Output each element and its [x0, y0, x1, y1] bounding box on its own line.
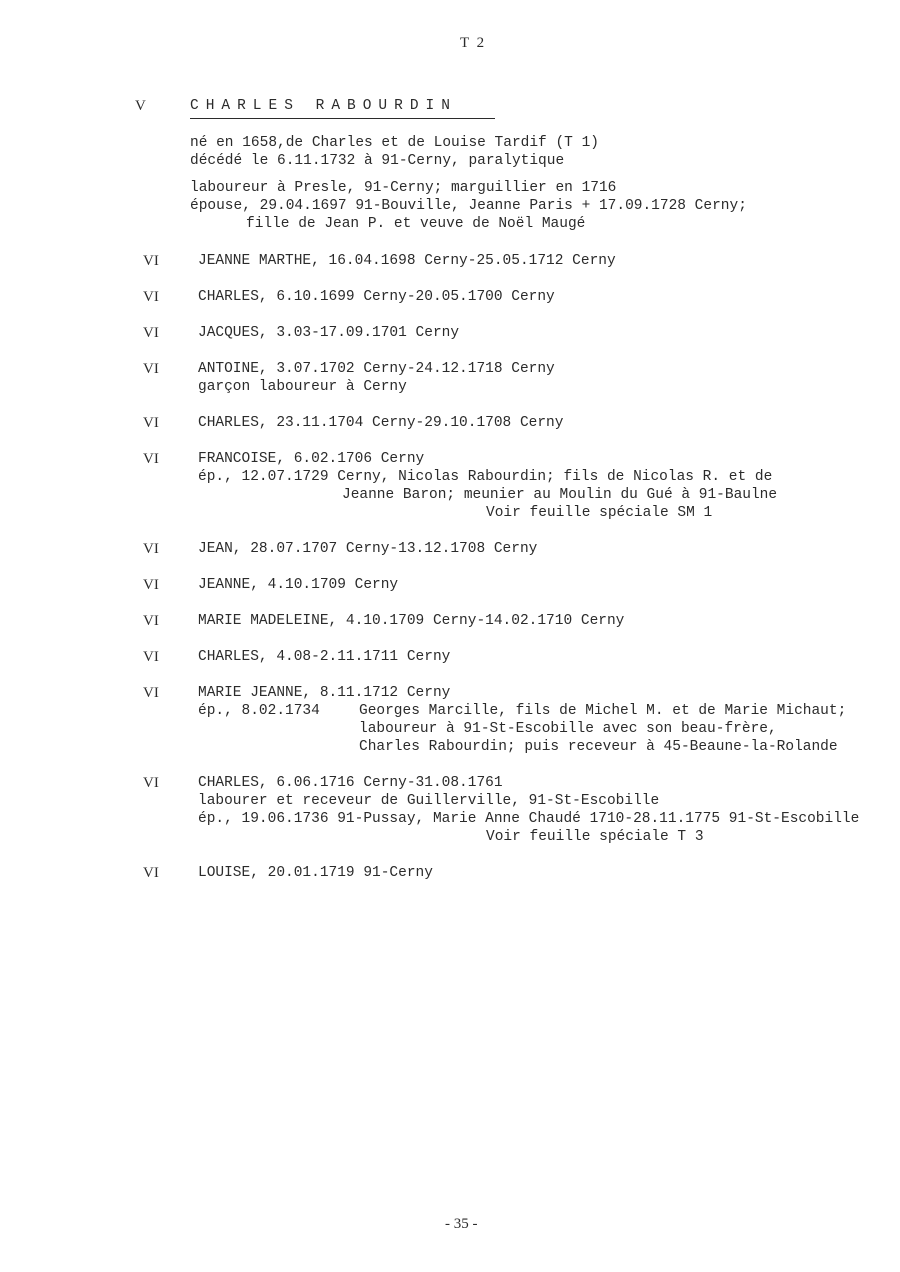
- child-generation: VI: [143, 649, 159, 665]
- head-name: CHARLES RABOURDIN: [190, 98, 457, 114]
- child-line: CHARLES, 6.10.1699 Cerny-20.05.1700 Cerny: [198, 289, 555, 305]
- head-generation: V: [135, 98, 146, 114]
- child-generation: VI: [143, 415, 159, 431]
- bio-line: épouse, 29.04.1697 91-Bouville, Jeanne Paris + 17.09.1728 Cerny;: [190, 198, 747, 214]
- child-line: ép., 19.06.1736 91-Pussay, Marie Anne Chaudé 1710-28.11.1775 91-St-Escobille: [198, 811, 860, 827]
- child-generation: VI: [143, 325, 159, 341]
- child-line: Jeanne Baron; meunier au Moulin du Gué à 91-Baulne: [342, 487, 778, 503]
- child-generation: VI: [143, 685, 159, 701]
- child-generation: VI: [143, 253, 159, 269]
- child-line: JACQUES, 3.03-17.09.1701 Cerny: [198, 325, 460, 341]
- child-line: garçon laboureur à Cerny: [198, 379, 407, 395]
- child-line: Voir feuille spéciale T 3: [486, 829, 704, 845]
- child-generation: VI: [143, 775, 159, 791]
- child-line: JEAN, 28.07.1707 Cerny-13.12.1708 Cerny: [198, 541, 538, 557]
- child-generation: VI: [143, 613, 159, 629]
- head-underline: [190, 118, 495, 119]
- child-generation: VI: [143, 577, 159, 593]
- child-line: Voir feuille spéciale SM 1: [486, 505, 713, 521]
- child-line: ép., 8.02.1734: [198, 703, 320, 719]
- child-line: LOUISE, 20.01.1719 91-Cerny: [198, 865, 433, 881]
- child-line: ép., 12.07.1729 Cerny, Nicolas Rabourdin; fils de Nicolas R. et de: [198, 469, 773, 485]
- child-line: Georges Marcille, fils de Michel M. et de Marie Michaut;: [359, 703, 847, 719]
- page-id: T 2: [460, 35, 487, 51]
- child-line: MARIE MADELEINE, 4.10.1709 Cerny-14.02.1710 Cerny: [198, 613, 625, 629]
- child-generation: VI: [143, 289, 159, 305]
- child-line: JEANNE MARTHE, 16.04.1698 Cerny-25.05.1712 Cerny: [198, 253, 616, 269]
- child-line: laboureur à 91-St-Escobille avec son beau-frère,: [359, 721, 777, 737]
- bio-line: décédé le 6.11.1732 à 91-Cerny, paralytique: [190, 153, 565, 169]
- page-number: - 35 -: [445, 1216, 478, 1232]
- child-generation: VI: [143, 865, 159, 881]
- child-line: CHARLES, 6.06.1716 Cerny-31.08.1761: [198, 775, 503, 791]
- child-generation: VI: [143, 451, 159, 467]
- child-line: JEANNE, 4.10.1709 Cerny: [198, 577, 399, 593]
- child-line: CHARLES, 23.11.1704 Cerny-29.10.1708 Cerny: [198, 415, 564, 431]
- child-line: CHARLES, 4.08-2.11.1711 Cerny: [198, 649, 451, 665]
- child-line: MARIE JEANNE, 8.11.1712 Cerny: [198, 685, 451, 701]
- child-generation: VI: [143, 361, 159, 377]
- bio-line: laboureur à Presle, 91-Cerny; marguillier en 1716: [190, 180, 617, 196]
- bio-line: fille de Jean P. et veuve de Noël Maugé: [246, 216, 586, 232]
- child-line: labourer et receveur de Guillerville, 91-St-Escobille: [198, 793, 660, 809]
- child-line: ANTOINE, 3.07.1702 Cerny-24.12.1718 Cerny: [198, 361, 555, 377]
- child-line: FRANCOISE, 6.02.1706 Cerny: [198, 451, 425, 467]
- child-line: Charles Rabourdin; puis receveur à 45-Beaune-la-Rolande: [359, 739, 838, 755]
- child-generation: VI: [143, 541, 159, 557]
- bio-line: né en 1658,de Charles et de Louise Tardif (T 1): [190, 135, 599, 151]
